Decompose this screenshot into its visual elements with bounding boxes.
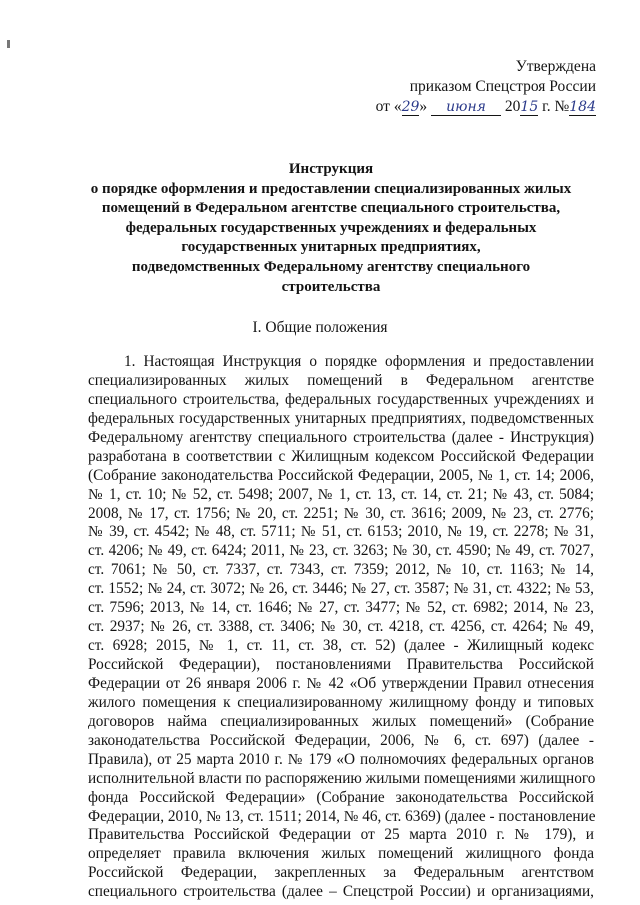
date-prefix: от « — [375, 98, 402, 115]
date-day: 29 — [401, 99, 420, 115]
approval-line-2: приказом Спецстроя России — [409, 78, 596, 95]
title-line: о порядке оформления и предоставлении специализированных жилых — [90, 180, 572, 197]
text-line: фонда Российской Федерации» (Собрание законодательства Российской — [88, 788, 594, 806]
approval-stamp — [376, 57, 596, 117]
date-year-prefix: 20 — [504, 98, 521, 115]
section-heading: I. Общие положения — [252, 319, 388, 336]
text-line: 2008, № 17, ст. 1756; № 20, ст. 2251; № 30, ст. 3616; 2009, № 23, ст. 2776; — [88, 504, 594, 522]
text-line: ст. 2937; № 26, ст. 3388, ст. 3406; № 30, ст. 4218, ст. 4256, ст. 4264; № 49, — [88, 618, 594, 636]
text-line: № 39, ст. 4542; № 48, ст. 5711; № 51, ст. 6153; 2010, № 19, ст. 2278; № 31, — [88, 523, 594, 541]
text-line: ст. 4206; № 49, ст. 6424; 2011, № 23, ст. 3263; № 30, ст. 4590; № 49, ст. 7027, — [88, 542, 594, 560]
text-line: Федеральному агентству специального строительства (далее - Инструкция) — [88, 428, 594, 446]
text-line: ст. 1552; № 24, ст. 3072; № 26, ст. 3446; № 27, ст. 3587; № 31, ст. 4322; № 53, — [88, 580, 594, 598]
text-line: определяет правила включения жилых помещений жилищного фонда — [88, 845, 594, 863]
document-title — [80, 160, 582, 297]
date-mid: » — [419, 98, 428, 115]
text-line: законодательства Российской Федерации, 2006, № 6, ст. 697) (далее - — [88, 731, 594, 749]
title-line: строительства — [281, 278, 381, 295]
text-line: Правила), от 25 марта 2010 г. № 179 «О полномочиях федеральных органов — [88, 750, 594, 768]
text-line: Российской Федерации, закрепленных за Федеральным агентством — [88, 864, 594, 882]
text-line: специализированных жилых помещений в Федеральном агентстве — [88, 371, 594, 389]
text-line: договоров найма специализированных жилых помещений» (Собрание — [88, 712, 594, 730]
order-number-prefix: г. № — [542, 98, 570, 115]
title-line: федеральных государственных учреждениях и федеральных — [125, 219, 537, 236]
text-line: (Собрание законодательства Российской Федерации, 2005, № 1, ст. 14; 2006, — [88, 466, 594, 484]
text-line: ст. 6928; 2015, № 1, ст. 11, ст. 38, ст. 52) (далее - Жилищный кодекс — [88, 637, 594, 655]
text-line: ст. 7061; № 50, ст. 7337, ст. 7343, ст. 7359; 2012, № 10, ст. 1163; № 14, — [88, 561, 594, 579]
date-month: июня — [431, 99, 501, 116]
text-line: 1. Настоящая Инструкция о порядке оформления и предоставлении — [124, 353, 594, 370]
text-line: Федерации от 26 января 2006 г. № 42 «Об утверждении Правил отнесения — [88, 674, 594, 692]
text-line: № 1, ст. 10; № 52, ст. 5498; 2007, № 1, ст. 13, ст. 14, ст. 21; № 43, ст. 5084; — [88, 485, 594, 503]
text-line: Правительства Российской Федерации от 25 марта 2010 г. № 179), и — [88, 826, 594, 844]
text-line: специального строительства, федеральных государственных учреждениях и — [88, 390, 594, 408]
text-line: ст. 7596; 2013, № 14, ст. 1646; № 27, ст. 3477; № 52, ст. 6982; 2014, № 23, — [88, 599, 594, 617]
order-number: 184 — [569, 99, 596, 115]
text-line: исполнительной власти по распоряжению жилыми помещениями жилищного — [88, 769, 596, 787]
text-line: специального строительства (далее – Спецстрой России) и организациями, — [88, 883, 594, 901]
text-line: жилого помещения к специализированному жилищному фонду и типовых — [88, 693, 594, 711]
text-line: федеральных государственных унитарных предприятиях, подведомственных — [88, 409, 594, 427]
title-line: государственных унитарных предприятиях, — [181, 239, 481, 256]
title-heading: Инструкция — [288, 161, 374, 177]
paragraph-1 — [88, 353, 594, 902]
title-line: подведомственных Федеральному агентству специального — [131, 258, 531, 275]
approval-line-1: Утверждена — [515, 58, 596, 75]
approval-date-line — [376, 97, 596, 117]
text-line: разработана в соответствии с Жилищным кодексом Российской Федерации — [88, 447, 594, 465]
text-line: Российской Федерации), постановлениями Правительства Российской — [88, 656, 594, 673]
date-year-suffix: 15 — [520, 99, 539, 115]
scan-mark — [7, 40, 10, 48]
title-line: помещений в Федеральном агентстве специального строительства, — [101, 200, 561, 217]
text-line: Федерации, 2010, № 13, ст. 1511; 2014, № 46, ст. 6369) (далее - постановление — [88, 807, 596, 825]
